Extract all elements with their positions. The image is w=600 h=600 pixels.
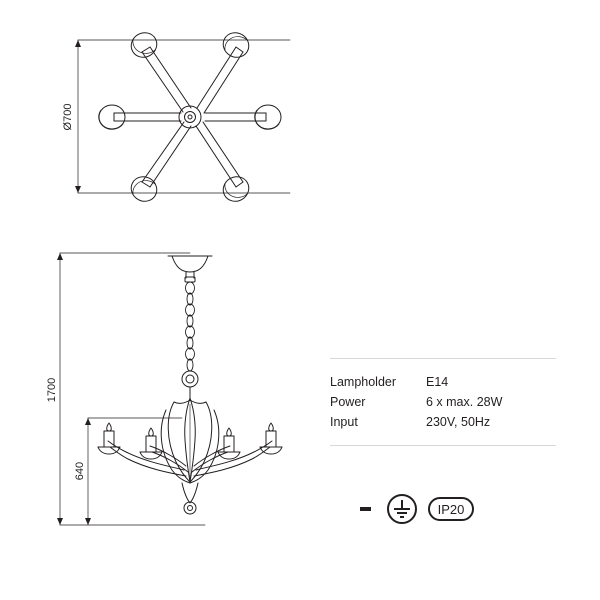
ce-mark-icon bbox=[330, 493, 376, 525]
table-row bbox=[330, 392, 556, 412]
top-view-hub bbox=[179, 106, 201, 128]
specification-panel bbox=[330, 358, 556, 446]
spec-table bbox=[330, 359, 556, 445]
spec-value-input: 230V, 50Hz bbox=[426, 415, 491, 429]
suspension-chain bbox=[186, 282, 195, 371]
spec-label-input: Input bbox=[330, 415, 358, 429]
top-view-arms bbox=[114, 47, 266, 187]
spec-value-lampholder: E14 bbox=[426, 375, 449, 389]
bottom-finial bbox=[182, 483, 198, 514]
front-view-total-height-label: 1700 bbox=[45, 377, 58, 403]
top-ring bbox=[182, 371, 198, 398]
top-view-group bbox=[75, 28, 290, 206]
table-row bbox=[330, 372, 556, 392]
central-stem bbox=[161, 398, 219, 483]
front-view-group bbox=[57, 253, 282, 525]
spec-label-power: Power bbox=[330, 395, 366, 409]
top-view-candle-cups bbox=[99, 28, 281, 206]
spec-label-lampholder: Lampholder bbox=[330, 375, 397, 389]
front-view-fixture-height-label: 640 bbox=[73, 461, 86, 481]
earth-class-mark-icon bbox=[386, 493, 418, 525]
ip-rating-icon bbox=[428, 493, 474, 525]
top-view-diameter-label: Ø700 bbox=[61, 103, 74, 131]
ip-rating-label: IP20 bbox=[437, 502, 465, 517]
table-row bbox=[330, 412, 556, 432]
certification-marks bbox=[330, 492, 474, 526]
spec-value-power: 6 x max. 28W bbox=[426, 395, 503, 409]
ceiling-canopy bbox=[168, 256, 212, 282]
spec-divider-bottom bbox=[330, 445, 556, 446]
